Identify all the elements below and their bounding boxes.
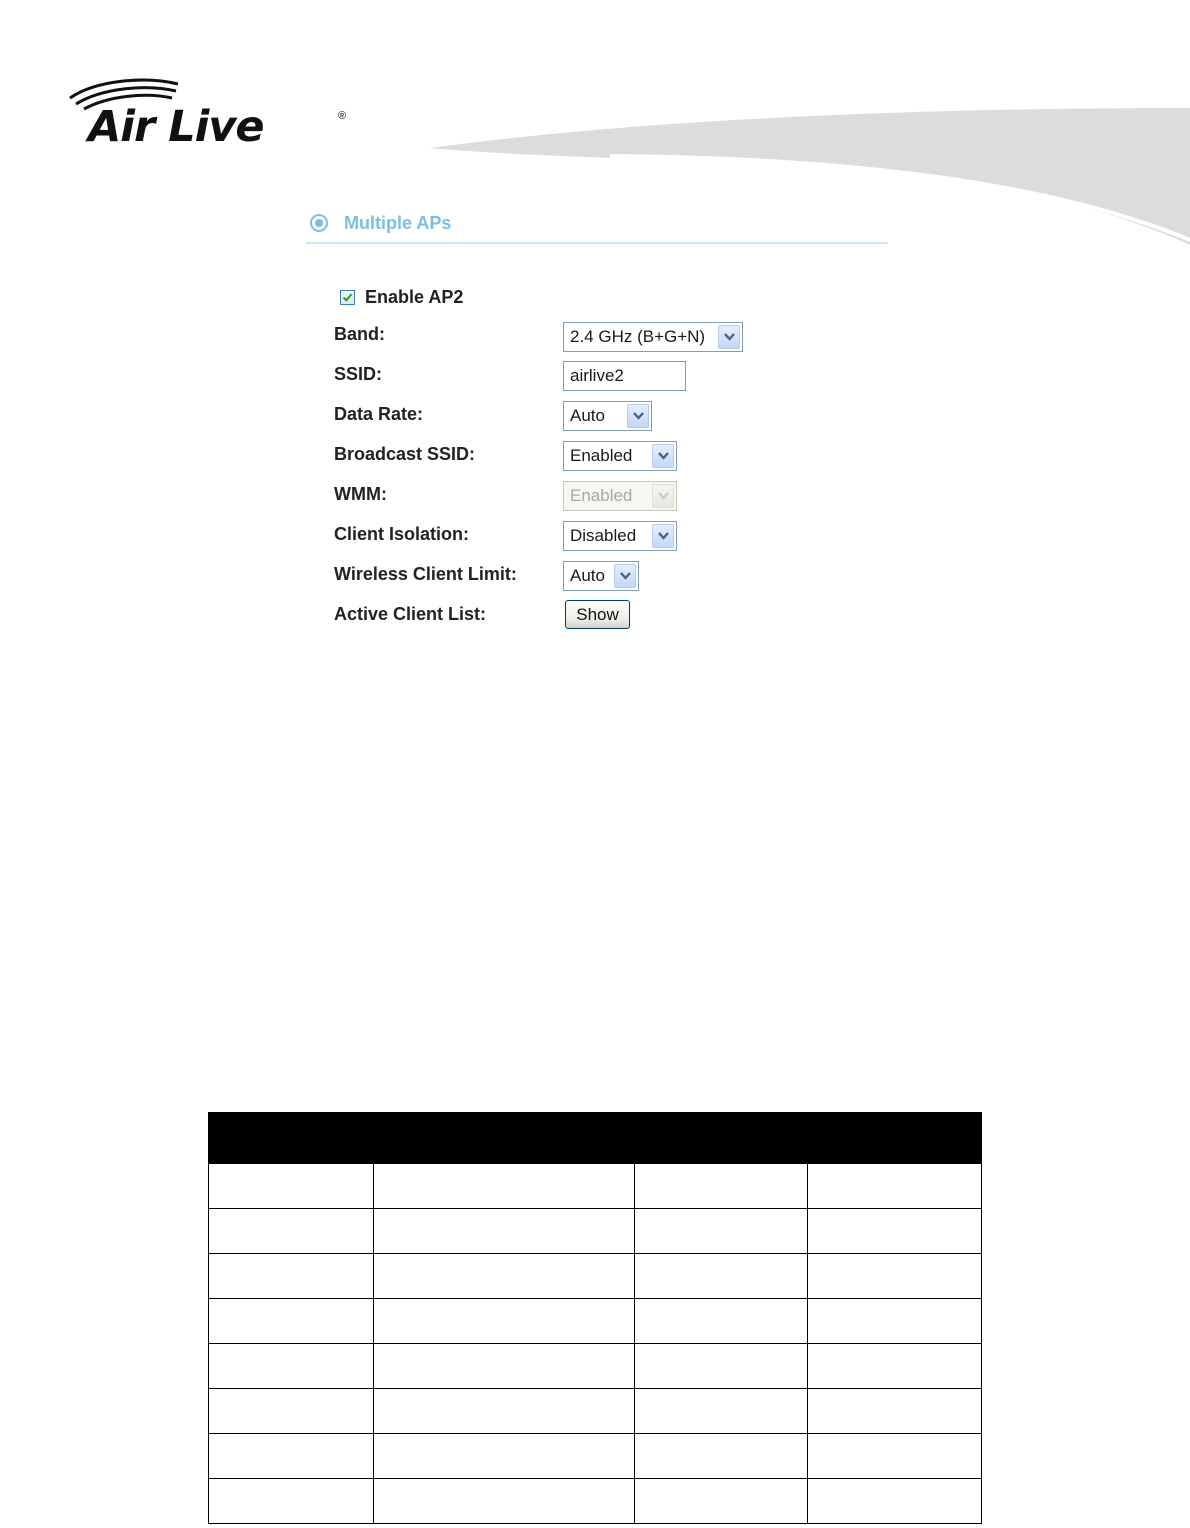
table-cell (209, 1344, 374, 1389)
table-cell (635, 1209, 808, 1254)
wmm-label: WMM: (334, 484, 387, 504)
table-cell (209, 1254, 374, 1299)
ssid-label: SSID: (334, 364, 383, 384)
table-cell (808, 1299, 982, 1344)
table-cell (635, 1299, 808, 1344)
band-dropdown-button[interactable] (718, 325, 740, 349)
table-header-cell (635, 1113, 808, 1164)
client-isolation-select[interactable] (563, 521, 677, 551)
table-cell (209, 1164, 374, 1209)
table-row (209, 1479, 982, 1524)
table-cell (209, 1479, 374, 1524)
table-row (209, 1209, 982, 1254)
table-cell (808, 1479, 982, 1524)
table-cell (374, 1434, 635, 1479)
chevron-down-icon (658, 452, 669, 460)
page-title: Multiple APs (344, 213, 452, 233)
table-cell (808, 1254, 982, 1299)
table-cell (635, 1389, 808, 1434)
band-select[interactable] (563, 322, 743, 352)
active-client-list-label: Active Client List: (334, 604, 487, 624)
data-rate-dropdown-button[interactable] (627, 404, 649, 428)
enable-ap2-checkbox[interactable] (340, 290, 355, 305)
table-cell (635, 1344, 808, 1389)
chevron-down-icon (658, 532, 669, 540)
client-isolation-dropdown-button[interactable] (652, 524, 674, 548)
chevron-down-icon (658, 492, 669, 500)
chevron-down-icon (633, 412, 644, 420)
table-cell (374, 1254, 635, 1299)
checkmark-icon (342, 292, 353, 303)
table-row (209, 1344, 982, 1389)
enable-ap2-label: Enable AP2 (365, 286, 464, 307)
table-cell (808, 1344, 982, 1389)
table-row (209, 1389, 982, 1434)
table-cell (808, 1209, 982, 1254)
chevron-down-icon (724, 333, 735, 341)
broadcast-ssid-select[interactable] (563, 441, 677, 471)
wireless-client-limit-value: Auto (570, 566, 605, 585)
table-cell (374, 1299, 635, 1344)
table-cell (808, 1389, 982, 1434)
show-client-list-button[interactable]: Show (565, 600, 630, 629)
wmm-dropdown-button (652, 484, 674, 508)
table-cell (635, 1434, 808, 1479)
table-header-row (209, 1113, 982, 1164)
broadcast-ssid-dropdown-button[interactable] (652, 444, 674, 468)
band-value: 2.4 GHz (B+G+N) (570, 327, 706, 346)
broadcast-ssid-value: Enabled (570, 446, 633, 465)
enable-ap2-row (340, 286, 463, 308)
chevron-down-icon (620, 572, 631, 580)
band-label: Band: (334, 324, 385, 344)
data-rate-label: Data Rate: (334, 404, 424, 424)
table-cell (635, 1254, 808, 1299)
table-cell (209, 1209, 374, 1254)
table-header-cell (374, 1113, 635, 1164)
logo-text: Air Live (88, 102, 264, 152)
table-header-cell (209, 1113, 374, 1164)
table-cell (209, 1434, 374, 1479)
wireless-client-limit-label: Wireless Client Limit: (334, 564, 517, 584)
table-cell (374, 1344, 635, 1389)
table-header-cell (808, 1113, 982, 1164)
wireless-client-limit-dropdown-button[interactable] (614, 564, 636, 588)
data-rate-value: Auto (570, 406, 605, 425)
wireless-client-limit-select[interactable] (563, 561, 639, 591)
table-row (209, 1254, 982, 1299)
table-cell (374, 1209, 635, 1254)
table-cell (209, 1299, 374, 1344)
table-cell (808, 1164, 982, 1209)
table-row (209, 1299, 982, 1344)
client-isolation-value: Disabled (570, 526, 637, 545)
table-cell (374, 1389, 635, 1434)
table-row (209, 1164, 982, 1209)
table-cell (209, 1389, 374, 1434)
airlive-logo (66, 74, 356, 160)
client-table (208, 1112, 982, 1524)
table-cell (635, 1164, 808, 1209)
wmm-value: Enabled (570, 486, 633, 505)
table-cell (808, 1434, 982, 1479)
wmm-select (563, 481, 677, 511)
table-cell (374, 1479, 635, 1524)
table-cell (635, 1479, 808, 1524)
data-rate-select[interactable] (563, 401, 652, 431)
table-row (209, 1434, 982, 1479)
table-cell (374, 1164, 635, 1209)
client-isolation-label: Client Isolation: (334, 524, 469, 544)
panel-title-bar (306, 210, 888, 244)
target-circle-icon (310, 214, 328, 232)
ssid-input[interactable] (563, 361, 686, 391)
broadcast-ssid-label: Broadcast SSID: (334, 444, 476, 464)
registered-mark: ® (338, 110, 347, 122)
